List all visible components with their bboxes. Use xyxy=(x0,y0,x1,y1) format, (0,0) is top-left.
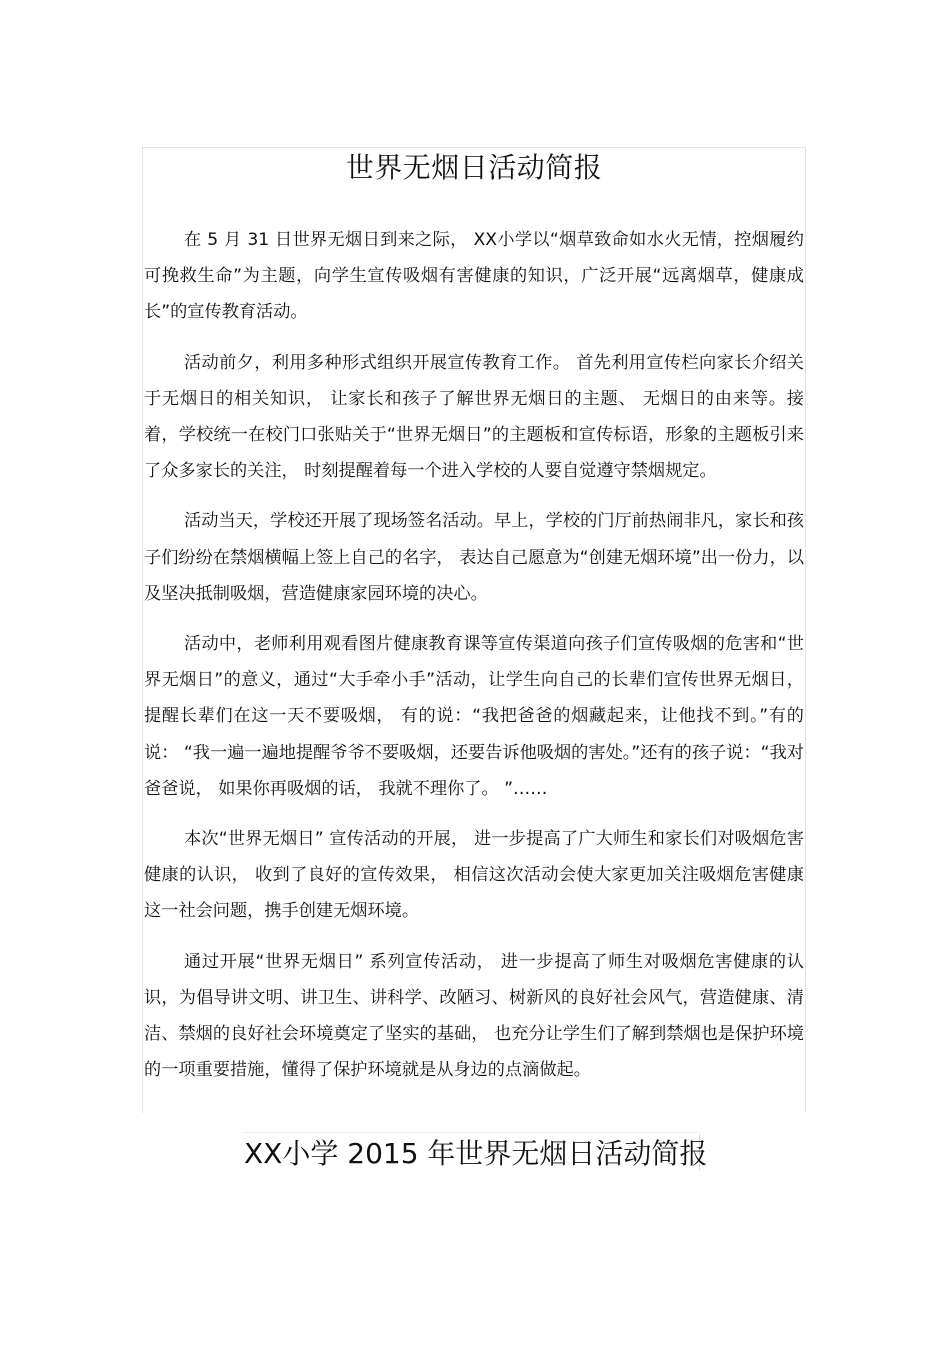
paragraph-event-day: 活动当天，学校还开展了现场签名活动。早上，学校的门厅前热闹非凡，家长和孩子们纷纷在禁烟横幅上签上自己的名字， 表达自己愿意为“创建无烟环境”出一份力，以及坚决抵制吸烟，营造健康家园环境的决心。 xyxy=(144,511,804,604)
footer-divider xyxy=(244,1132,700,1133)
paragraph-conclusion: 通过开展“世界无烟日” 系列宣传活动， 进一步提高了师生对吸烟危害健康的认识，为倡导讲文明、讲卫生、讲科学、改陋习、树新风的良好社会风气，营造健康、清洁、禁烟的良好社会环境奠定了坚实的基础， 也充分让学生们了解到禁烟也是保护环境的一项重要措施，懂得了保护环境就是从身边的点滴做起。 xyxy=(144,951,804,1081)
paragraph-intro: 在 5 月 31 日世界无烟日到来之际， XX小学以“烟草致命如水火无情，控烟履约可挽救生命”为主题，向学生宣传吸烟有害健康的知识，广泛开展“远离烟草，健康成长”的宣传教育活动。 xyxy=(144,230,804,323)
paragraph-results: 本次“世界无烟日” 宣传活动的开展， 进一步提高了广大师生和家长们对吸烟危害健康的认识， 收到了良好的宣传效果， 相信这次活动会使大家更加关注吸烟危害健康这一社会问题，携手创建无烟环境。 xyxy=(144,829,804,922)
paragraph-during-event: 活动中，老师利用观看图片健康教育课等宣传渠道向孩子们宣传吸烟的危害和“世界无烟日”的意义，通过“大手牵小手”活动，让学生向自己的长辈们宣传世界无烟日， 提醒长辈们在这一天不要吸烟， 有的说：“我把爸爸的烟藏起来，让他找不到。”有的说： “我一遍一遍地提醒爷爷不要吸烟，还要告诉他吸烟的害处。”还有的孩子说：“我对爸爸说， 如果你再吸烟的话， 我就不理你了。 ”…… xyxy=(144,634,804,799)
document-title: 世界无烟日活动简报 xyxy=(345,151,603,184)
paragraph-preparation: 活动前夕，利用多种形式组织开展宣传教育工作。 首先利用宣传栏向家长介绍关于无烟日的相关知识， 让家长和孩子了解世界无烟日的主题、 无烟日的由来等。接着，学校统一在校门口张贴关于“世界无烟日”的主题板和宣传标语，形象的主题板引来了众多家长的关注， 时刻提醒着每一个进入学校的人要自觉遵守禁烟规定。 xyxy=(144,352,804,482)
footer-title: XX小学 2015 年世界无烟日活动简报 xyxy=(244,1134,700,1170)
document-body xyxy=(144,222,804,1102)
